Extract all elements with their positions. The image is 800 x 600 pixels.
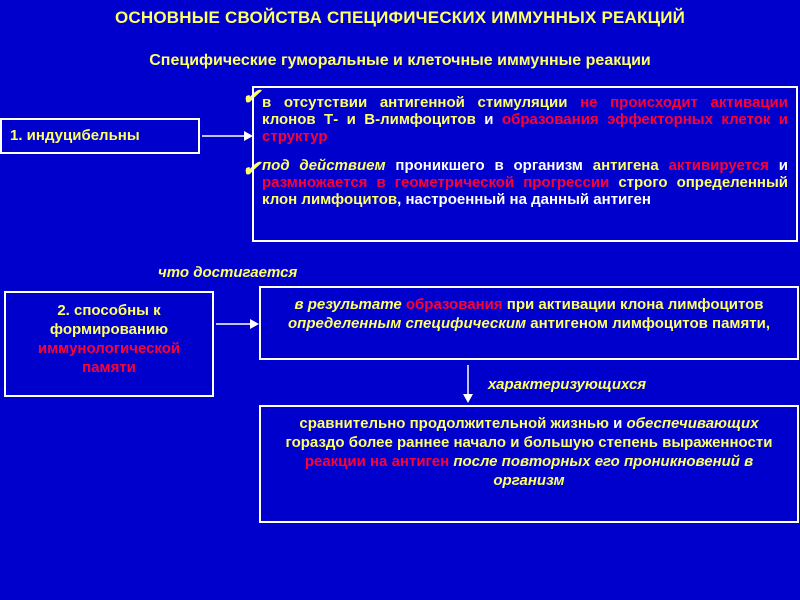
bullet-1: в отсутствии антигенной стимуляции не происходит активации клонов Т- и В-лимфоцитов и образования эффекторных клеток и структур <box>262 94 789 145</box>
bullet-2: под действием проникшего в организм антигена активируется и размножается в геометрической прогрессии строго определенный клон лимфоцитов, настроенный на данный антиген <box>262 157 788 208</box>
property-2-line1: 2. способны к формированию <box>49 302 169 338</box>
lead-text-1: что достигается <box>158 264 298 281</box>
lead-text-2: характеризующихся <box>488 376 647 393</box>
property-1-details <box>252 86 798 242</box>
page-subtitle: Специфические гуморальные и клеточные иммунные реакции <box>149 52 651 69</box>
checkmark-icon: ✔ <box>242 156 261 181</box>
property-2-box <box>4 291 214 397</box>
memory-box: сравнительно продолжительной жизнью и обеспечивающих гораздо более раннее начало и большую степень выраженности реакции на антиген после повторных его проникновений в организм <box>259 405 799 523</box>
property-2-line2: иммунологической <box>37 340 181 357</box>
property-1-box <box>0 118 200 154</box>
property-1-label: 1. индуцибельны <box>10 127 140 144</box>
arrow-right-icon <box>200 128 254 144</box>
arrow-right-icon <box>214 316 260 332</box>
page-title: ОСНОВНЫЕ СВОЙСТВА СПЕЦИФИЧЕСКИХ ИММУННЫХ РЕАКЦИЙ <box>114 8 686 27</box>
arrow-down-icon <box>460 364 476 404</box>
result-box: в результате образования при активации клона лимфоцитов определенным специфическим антигеном лимфоцитов памяти, <box>259 286 799 360</box>
property-2-line3: памяти <box>82 359 136 376</box>
checkmark-icon: ✔ <box>242 84 261 109</box>
